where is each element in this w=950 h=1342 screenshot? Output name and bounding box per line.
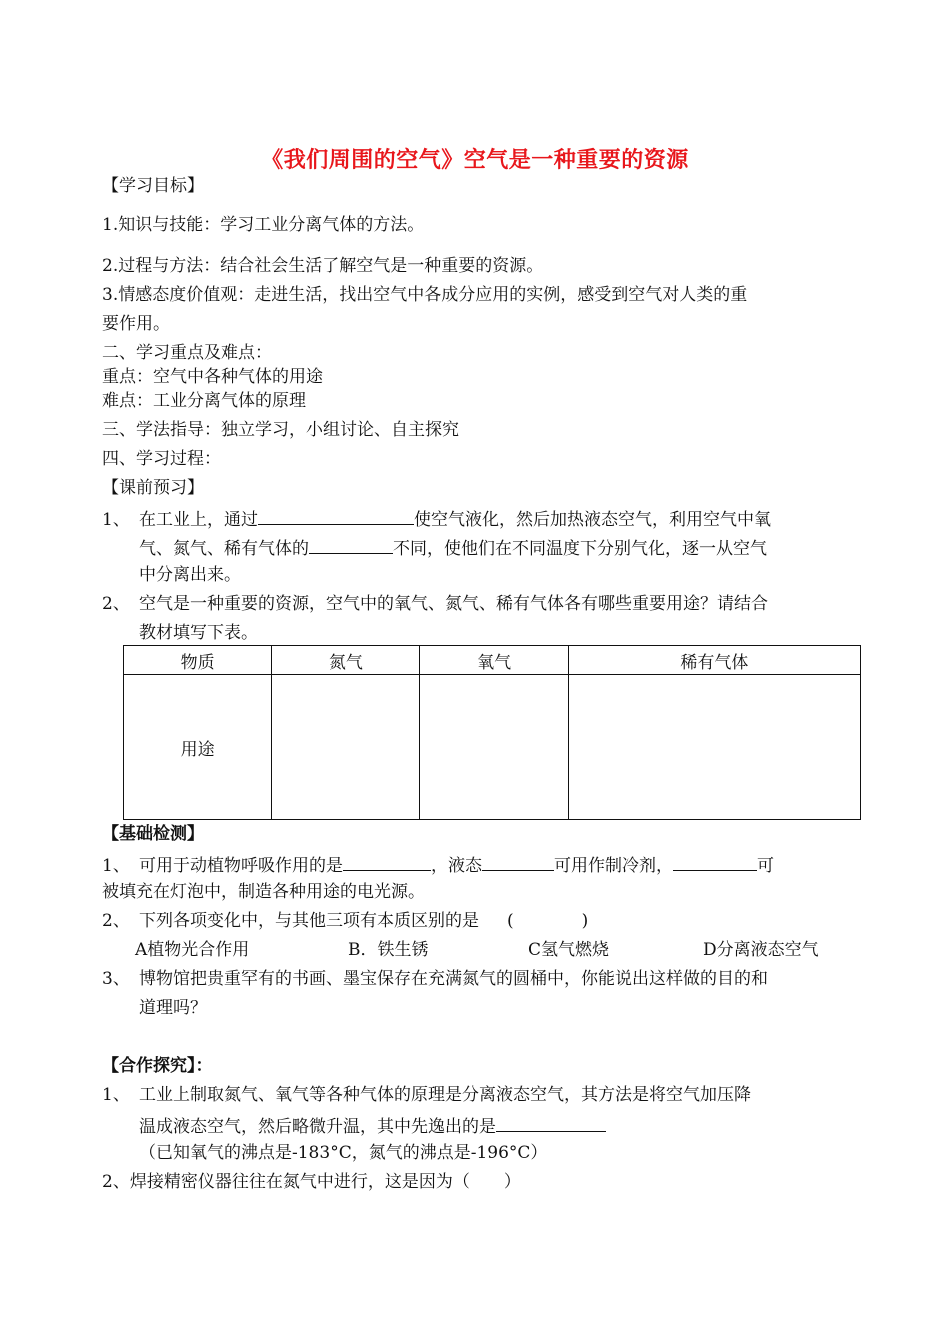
focus-point: 重点：空气中各种气体的用途 bbox=[102, 367, 323, 387]
table-answer-cell[interactable] bbox=[568, 675, 860, 820]
answer-parentheses[interactable]: ( ) bbox=[507, 911, 589, 931]
question-number: 2、 bbox=[102, 594, 130, 614]
table-header-cell: 稀有气体 bbox=[568, 646, 860, 675]
coop-header: 【合作探究】： bbox=[102, 1056, 213, 1076]
question-number: 1、 bbox=[102, 510, 130, 530]
table-answer-cell[interactable] bbox=[420, 675, 568, 820]
option-d[interactable]: D分离液态空气 bbox=[703, 940, 819, 960]
table-header-cell: 氮气 bbox=[272, 646, 420, 675]
basic-header: 【基础检测】 bbox=[102, 824, 204, 844]
difficulty-point: 难点：工业分离气体的原理 bbox=[102, 391, 306, 411]
goal-1: 1.知识与技能：学习工业分离气体的方法。 bbox=[102, 215, 425, 235]
goal-2: 2.过程与方法：结合社会生活了解空气是一种重要的资源。 bbox=[102, 256, 544, 276]
table-row bbox=[124, 675, 861, 820]
table-header-row bbox=[124, 646, 861, 675]
goal-3-line-1: 3.情感态度价值观：走进生活，找出空气中各成分应用的实例，感受到空气对人类的重 bbox=[102, 285, 748, 305]
option-a[interactable]: A植物光合作用 bbox=[135, 940, 250, 960]
gas-uses-table bbox=[123, 645, 861, 820]
preview-q1-line-1: 1、 在工业上，通过 使空气液化，然后加热液态空气，利用空气中氧 bbox=[102, 506, 771, 531]
basic-q2-line-1: 2、 下列各项变化中，与其他三项有本质区别的是 ( ) bbox=[102, 911, 589, 931]
preview-q2-line-2: 教材填写下表。 bbox=[139, 623, 258, 643]
question-number: 1、 bbox=[102, 1085, 130, 1105]
document-title: 《我们周围的空气》空气是一种重要的资源 bbox=[261, 148, 689, 173]
fill-blank[interactable] bbox=[496, 1113, 606, 1132]
fill-blank[interactable] bbox=[482, 852, 554, 871]
basic-q3-line-1: 3、 博物馆把贵重罕有的书画、墨宝保存在充满氮气的圆桶中，你能说出这样做的目的和 bbox=[102, 969, 768, 989]
coop-q1-line-1: 1、 工业上制取氮气、氧气等各种气体的原理是分离液态空气，其方法是将空气加压降 bbox=[102, 1085, 751, 1105]
preview-q1-line-3: 中分离出来。 bbox=[139, 565, 241, 585]
basic-q1-line-2: 被填充在灯泡中，制造各种用途的电光源。 bbox=[102, 882, 425, 902]
coop-q1-note: （已知氧气的沸点是-183°C，氮气的沸点是-196°C） bbox=[139, 1143, 548, 1163]
table-header-cell: 物质 bbox=[124, 646, 272, 675]
process-header: 四、学习过程： bbox=[102, 449, 221, 469]
coop-q2: 2、焊接精密仪器往往在氮气中进行，这是因为（ ） bbox=[102, 1172, 521, 1192]
table-header-cell: 氧气 bbox=[420, 646, 568, 675]
table-row-label: 用途 bbox=[124, 675, 272, 820]
method-guidance: 三、学法指导：独立学习，小组讨论、自主探究 bbox=[102, 420, 459, 440]
fill-blank[interactable] bbox=[309, 535, 393, 554]
preview-q2-line-1: 2、 空气是一种重要的资源，空气中的氧气、氮气、稀有气体各有哪些重要用途？请结合 bbox=[102, 594, 768, 614]
fill-blank[interactable] bbox=[673, 852, 757, 871]
question-number: 3、 bbox=[102, 969, 130, 989]
option-c[interactable]: C氢气燃烧 bbox=[528, 940, 610, 960]
goals-header: 【学习目标】 bbox=[102, 176, 204, 196]
basic-q3-line-2: 道理吗？ bbox=[139, 998, 207, 1018]
coop-q1-line-2: 温成液态空气，然后略微升温，其中先逸出的是 bbox=[139, 1113, 606, 1138]
goal-3-line-2: 要作用。 bbox=[102, 314, 170, 334]
table-answer-cell[interactable] bbox=[272, 675, 420, 820]
question-number: 2、 bbox=[102, 911, 130, 931]
option-b[interactable]: B．铁生锈 bbox=[348, 940, 429, 960]
preview-q1-line-2: 气、氮气、稀有气体的 不同，使他们在不同温度下分别气化，逐一从空气 bbox=[139, 535, 767, 560]
fill-blank[interactable] bbox=[343, 852, 431, 871]
basic-q1-line-1: 1、 可用于动植物呼吸作用的是 ，液态 可用作制冷剂， 可 bbox=[102, 852, 774, 877]
focus-header: 二、学习重点及难点： bbox=[102, 343, 272, 363]
preview-header: 【课前预习】 bbox=[102, 478, 204, 498]
fill-blank[interactable] bbox=[258, 506, 414, 525]
question-number: 1、 bbox=[102, 856, 130, 876]
